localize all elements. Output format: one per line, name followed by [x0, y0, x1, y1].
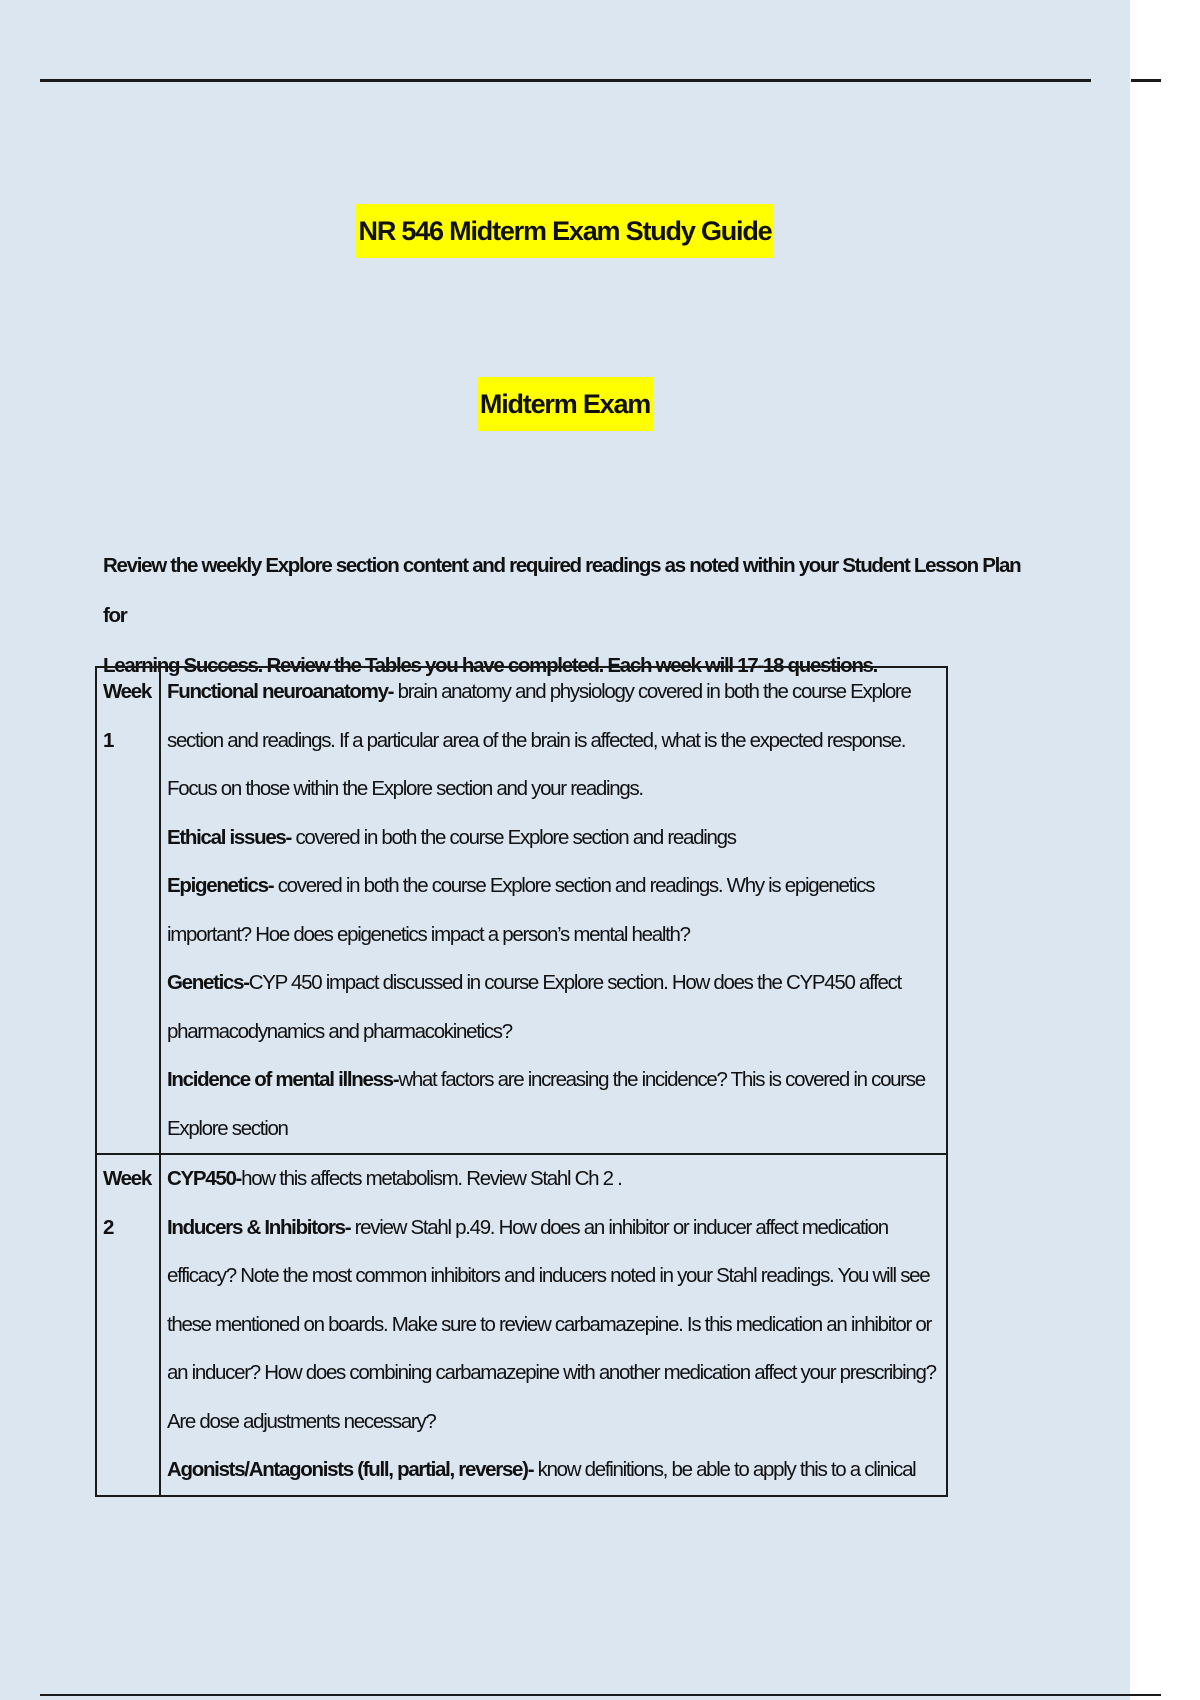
- title-block: [0, 204, 1130, 258]
- week-label: Week: [103, 680, 151, 703]
- topic-item: [167, 1446, 940, 1495]
- week-content-cell: [160, 667, 947, 1154]
- week-label-cell: [96, 667, 160, 1154]
- topic-term: Genetics-: [167, 971, 249, 994]
- topic-text: covered in both the course Explore section and readings: [291, 825, 736, 849]
- topic-text: brain anatomy and physiology covered in both the course Explore section and readings. If a particular area of the brain is affected, what is the expected response. Focus on those within the Explore section and your readings.: [167, 680, 911, 800]
- week-number: 2: [103, 1215, 114, 1239]
- topic-text: know definitions, be able to apply this to a clinical: [533, 1458, 916, 1481]
- topic-text: review Stahl p.49. How does an inhibitor or inducer affect medication efficacy? Note the most common inhibitors and inducers noted in your Stahl readings. You will see these mentioned on boards. Make sure to review carbamazepine. Is this medication an inhibitor or an inducer? How does combining carbamazepine with another medication affect your prescribing? Are dose adjustments necessary?: [167, 1215, 936, 1433]
- intro-line-1: Review the weekly Explore section content and required readings as noted within your Student Lesson Plan for: [103, 554, 1021, 627]
- topic-term: Agonists/Antagonists (full, partial, reverse)-: [167, 1458, 534, 1481]
- topic-term: Incidence of mental illness-: [167, 1068, 399, 1091]
- week-content-cell: [160, 1154, 947, 1496]
- topic-text: what factors are increasing the incidence? This is covered in course Explore section: [167, 1068, 925, 1140]
- topic-item: [167, 1056, 940, 1153]
- document-subtitle: Midterm Exam: [477, 377, 653, 431]
- study-guide-table: [95, 666, 948, 1497]
- week-label: Week: [103, 1167, 151, 1190]
- week-number: 1: [103, 728, 114, 752]
- topic-text: CYP 450 impact discussed in course Explore section. How does the CYP450 affect pharmacodynamics and pharmacokinetics?: [167, 971, 901, 1043]
- topic-item: [167, 1204, 940, 1447]
- header-rule-stub: [1131, 79, 1161, 82]
- topic-item: [167, 862, 940, 959]
- topic-text: covered in both the course Explore section and readings. Why is epigenetics important? Hoe does epigenetics impact a person’s mental health?: [167, 874, 875, 946]
- intro-line-2: Learning Success. Review the Tables you have completed. Each week will 17-18 questions.: [103, 654, 878, 677]
- table-row-week-2: [96, 1154, 947, 1496]
- subtitle-block: [0, 377, 1130, 431]
- topic-item: [167, 814, 940, 863]
- topic-term: CYP450-: [167, 1167, 242, 1190]
- header-rule: [40, 79, 1091, 82]
- topic-term: Inducers & Inhibitors-: [167, 1215, 351, 1239]
- topic-term: Ethical issues-: [167, 825, 292, 849]
- topic-item: [167, 668, 940, 814]
- topic-item: [167, 959, 940, 1056]
- topic-text: how this affects metabolism. Review Stahl Ch 2 .: [241, 1167, 622, 1190]
- footer-rule: [40, 1694, 1161, 1696]
- topic-term: Epigenetics-: [167, 874, 274, 897]
- topic-item: [167, 1155, 940, 1204]
- table-row-week-1: [96, 667, 947, 1154]
- document-title: NR 546 Midterm Exam Study Guide: [356, 204, 775, 258]
- week-label-cell: [96, 1154, 160, 1496]
- topic-term: Functional neuroanatomy-: [167, 680, 394, 703]
